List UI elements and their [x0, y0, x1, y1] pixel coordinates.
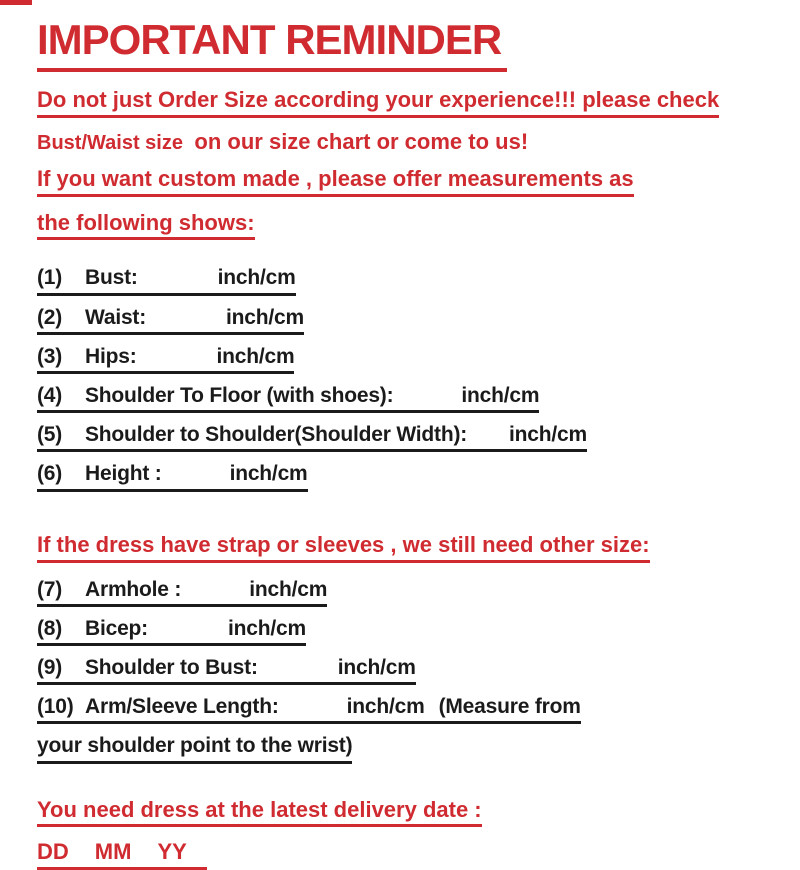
measurement-row-content — [37, 655, 416, 685]
date-month-field: MM — [94, 839, 132, 865]
extra-measurement-list — [37, 577, 774, 764]
intro-text-2-emphasis: Bust/Waist size — [37, 131, 183, 154]
item-number: (2) — [37, 305, 63, 329]
item-number: (1) — [37, 266, 63, 290]
item-label: Shoulder to Shoulder(Shoulder Width): — [85, 423, 468, 447]
delivery-note-text: You need dress at the latest delivery date : — [37, 797, 482, 828]
intro-line-3 — [37, 166, 774, 197]
measurement-row-content — [37, 616, 306, 646]
item-number: (5) — [37, 423, 63, 447]
item-label: Arm/Sleeve Length: — [85, 695, 279, 719]
measurement-row-content — [37, 422, 587, 452]
item-number: (7) — [37, 577, 63, 601]
measurement-row-content — [37, 577, 327, 607]
measurement-row-1 — [37, 265, 774, 295]
measurement-row-6 — [37, 461, 774, 491]
corner-artifact — [0, 0, 32, 5]
item-unit: inch/cm — [217, 266, 296, 290]
measurement-row-10 — [37, 694, 774, 724]
measurement-row-content — [37, 305, 304, 335]
item-label: Bicep: — [85, 616, 148, 640]
intro-text-3: If you want custom made , please offer measurements as — [37, 166, 634, 197]
intro-line-1 — [37, 87, 774, 118]
item-unit: inch/cm — [509, 423, 588, 447]
page-title: IMPORTANT REMINDER — [37, 16, 507, 72]
item-unit: inch/cm — [249, 577, 328, 601]
measurement-row-4 — [37, 383, 774, 413]
continuation-text: your shoulder point to the wrist) — [37, 733, 352, 763]
strap-note-line — [37, 532, 774, 563]
item-label: Shoulder To Floor (with shoes): — [85, 384, 394, 408]
measurement-list — [37, 265, 774, 491]
item-number: (9) — [37, 655, 63, 679]
date-day-field: DD — [37, 839, 69, 865]
item-unit: inch/cm — [461, 384, 540, 408]
item-label: Hips: — [85, 344, 137, 368]
item-number: (4) — [37, 384, 63, 408]
item-number: (3) — [37, 344, 63, 368]
item-label: Bust: — [85, 266, 138, 290]
item-label: Height : — [85, 462, 162, 486]
strap-note-text: If the dress have strap or sleeves , we still need other size: — [37, 532, 650, 563]
delivery-note-line — [37, 797, 774, 828]
item-unit: inch/cm — [337, 655, 416, 679]
measurement-row-content — [37, 461, 308, 491]
intro-text-2-rest: on our size chart or come to us! — [194, 128, 529, 154]
intro-text-4: the following shows: — [37, 210, 255, 241]
item-number: (6) — [37, 462, 63, 486]
measurement-row-3 — [37, 344, 774, 374]
item-label: Armhole : — [85, 577, 182, 601]
intro-line-4 — [37, 210, 774, 241]
measurement-row-2 — [37, 305, 774, 335]
measurement-row-5 — [37, 422, 774, 452]
measurement-row-content — [37, 383, 539, 413]
date-fields-row — [37, 839, 207, 870]
item-unit: inch/cm — [346, 695, 425, 719]
item-label: Waist: — [85, 305, 147, 329]
measurement-row-content — [37, 265, 296, 295]
item-unit: inch/cm — [226, 305, 304, 329]
item-label: Shoulder to Bust: — [85, 655, 258, 679]
intro-line-2 — [37, 129, 774, 156]
item-unit: inch/cm — [227, 616, 306, 640]
item-note: (Measure from — [438, 695, 581, 719]
item-number: (8) — [37, 616, 63, 640]
date-fields-line — [37, 839, 774, 870]
measurement-row-7 — [37, 577, 774, 607]
date-year-field: YY — [157, 839, 187, 865]
item-unit: inch/cm — [229, 462, 308, 486]
measurement-row-content — [37, 694, 581, 724]
item-unit: inch/cm — [216, 344, 295, 368]
title-line — [37, 16, 774, 72]
measurement-row-8 — [37, 616, 774, 646]
item-number: (10) — [37, 695, 74, 719]
measurement-row-10-continuation — [37, 733, 774, 763]
measurement-row-9 — [37, 655, 774, 685]
intro-text-1: Do not just Order Size according your experience!!! please check — [37, 87, 719, 118]
measurement-row-content — [37, 344, 294, 374]
